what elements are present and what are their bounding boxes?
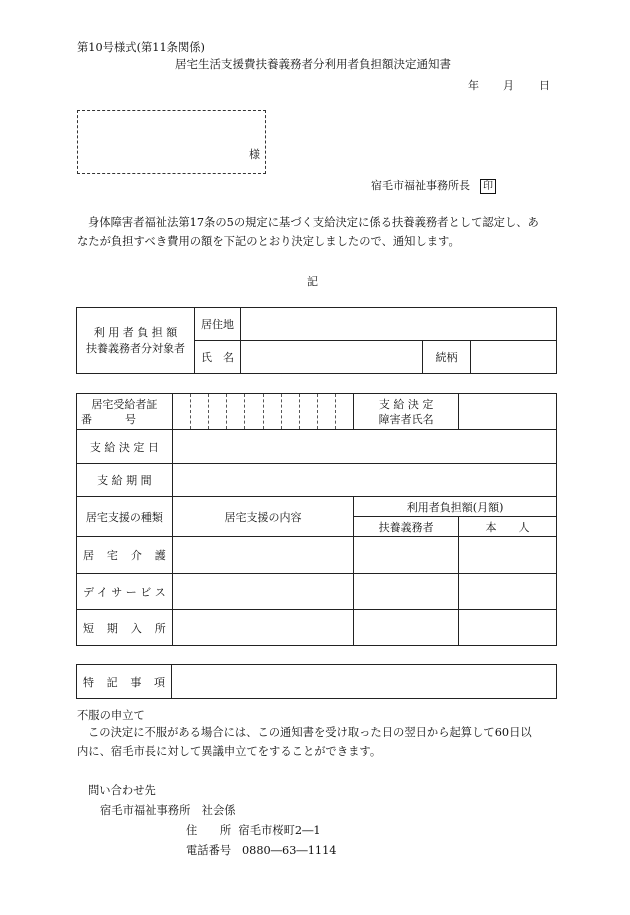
contact-phone-row [186, 842, 336, 858]
cert-number-label-line1: 居宅受給者証 [91, 397, 158, 411]
decided-person-line1: 支 給 決 定 [378, 397, 434, 411]
period-label: 支 給 期 間 [77, 464, 173, 497]
row-short-stay-guardian[interactable] [354, 610, 459, 646]
form-number: 第10号様式(第11条関係) [77, 41, 205, 54]
objection-line-1: この決定に不服がある場合には、この通知書を受け取った日の翌日から起算して60日以 [88, 726, 532, 739]
row-short-stay-content[interactable] [172, 610, 353, 646]
contact-office: 宿毛市福祉事務所 社会係 [100, 804, 236, 817]
row-day-service-content[interactable] [172, 574, 353, 610]
address-field[interactable] [241, 308, 557, 341]
decided-person-line2: 障害者氏名 [378, 412, 434, 426]
addressee-box[interactable] [77, 110, 266, 174]
relation-label: 続柄 [423, 341, 471, 374]
row-short-stay-label: 短 期 入 所 [77, 610, 173, 646]
burden-header: 利用者負担額(月額) [354, 497, 557, 517]
decided-person-field[interactable] [459, 394, 557, 430]
cert-digit-10[interactable] [336, 394, 354, 430]
addressee-sama: 様 [249, 148, 260, 161]
cert-digit-2[interactable] [190, 394, 208, 430]
objection-line-2: 内に、宿毛市長に対して異議申立てをすることができます。 [77, 745, 382, 758]
decision-date-field[interactable] [172, 430, 556, 464]
name-field[interactable] [241, 341, 423, 374]
body-line-1: 身体障害者福祉法第17条の5の規定に基づく支給決定に係る扶養義務者として認定し、あ [88, 216, 539, 229]
cert-number-label [77, 394, 173, 430]
address-label: 居住地 [195, 308, 241, 341]
notes-table [76, 664, 557, 699]
document-title: 居宅生活支援費扶養義務者分利用者負担額決定通知書 [175, 57, 451, 71]
decision-date-label: 支 給 決 定 日 [77, 430, 173, 464]
row-day-service-guardian[interactable] [354, 574, 459, 610]
row-home-care-guardian[interactable] [354, 537, 459, 574]
self-header: 本 人 [459, 517, 557, 537]
notes-label: 特 記 事 項 [77, 665, 172, 699]
issuer-name: 宿毛市福祉事務所長 [371, 179, 470, 192]
row-short-stay-self[interactable] [459, 610, 557, 646]
service-content-header: 居宅支援の内容 [172, 497, 353, 537]
main-table [76, 393, 557, 646]
row-home-care-self[interactable] [459, 537, 557, 574]
contact-address-label: 住 所 [186, 824, 232, 837]
contact-phone-label: 電話番号 [186, 844, 232, 857]
cert-digit-1[interactable] [172, 394, 190, 430]
target-label-line2: 扶養義務者分対象者 [86, 341, 185, 355]
body-line-2: なたが負担すべき費用の額を下記のとおり決定しましたので、通知します。 [77, 235, 460, 248]
contact-address-row [186, 822, 321, 838]
cert-digit-4[interactable] [227, 394, 245, 430]
cert-digit-6[interactable] [263, 394, 281, 430]
decided-person-label [354, 394, 459, 430]
objection-title: 不服の申立て [77, 709, 145, 722]
seal-stamp: 印 [480, 179, 496, 194]
guardian-header: 扶養義務者 [354, 517, 459, 537]
target-label-cell [77, 308, 195, 374]
row-day-service-label: デイサービス [77, 574, 173, 610]
name-label: 氏 名 [195, 341, 241, 374]
cert-digit-8[interactable] [299, 394, 317, 430]
contact-phone: 0880―63―1114 [241, 844, 337, 857]
row-home-care-label: 居 宅 介 護 [77, 537, 173, 574]
notes-field[interactable] [172, 665, 557, 699]
date-month: 月 [503, 79, 514, 92]
cert-digit-9[interactable] [317, 394, 335, 430]
row-home-care-content[interactable] [172, 537, 353, 574]
contact-address: 宿毛市桜町2―1 [238, 824, 321, 837]
service-type-header: 居宅支援の種類 [77, 497, 173, 537]
ki-heading: 記 [307, 275, 318, 288]
cert-digit-5[interactable] [245, 394, 263, 430]
cert-number-label-line2: 番 号 [81, 412, 136, 426]
cert-digit-3[interactable] [209, 394, 227, 430]
row-day-service-self[interactable] [459, 574, 557, 610]
issuer-line [371, 177, 496, 194]
cert-digit-7[interactable] [281, 394, 299, 430]
target-label-line1: 利 用 者 負 担 額 [93, 325, 178, 339]
date-day: 日 [539, 79, 550, 92]
relation-field[interactable] [471, 341, 557, 374]
contact-title: 問い合わせ先 [88, 784, 156, 797]
period-field[interactable] [172, 464, 556, 497]
target-table [76, 307, 557, 374]
date-year: 年 [468, 79, 479, 92]
